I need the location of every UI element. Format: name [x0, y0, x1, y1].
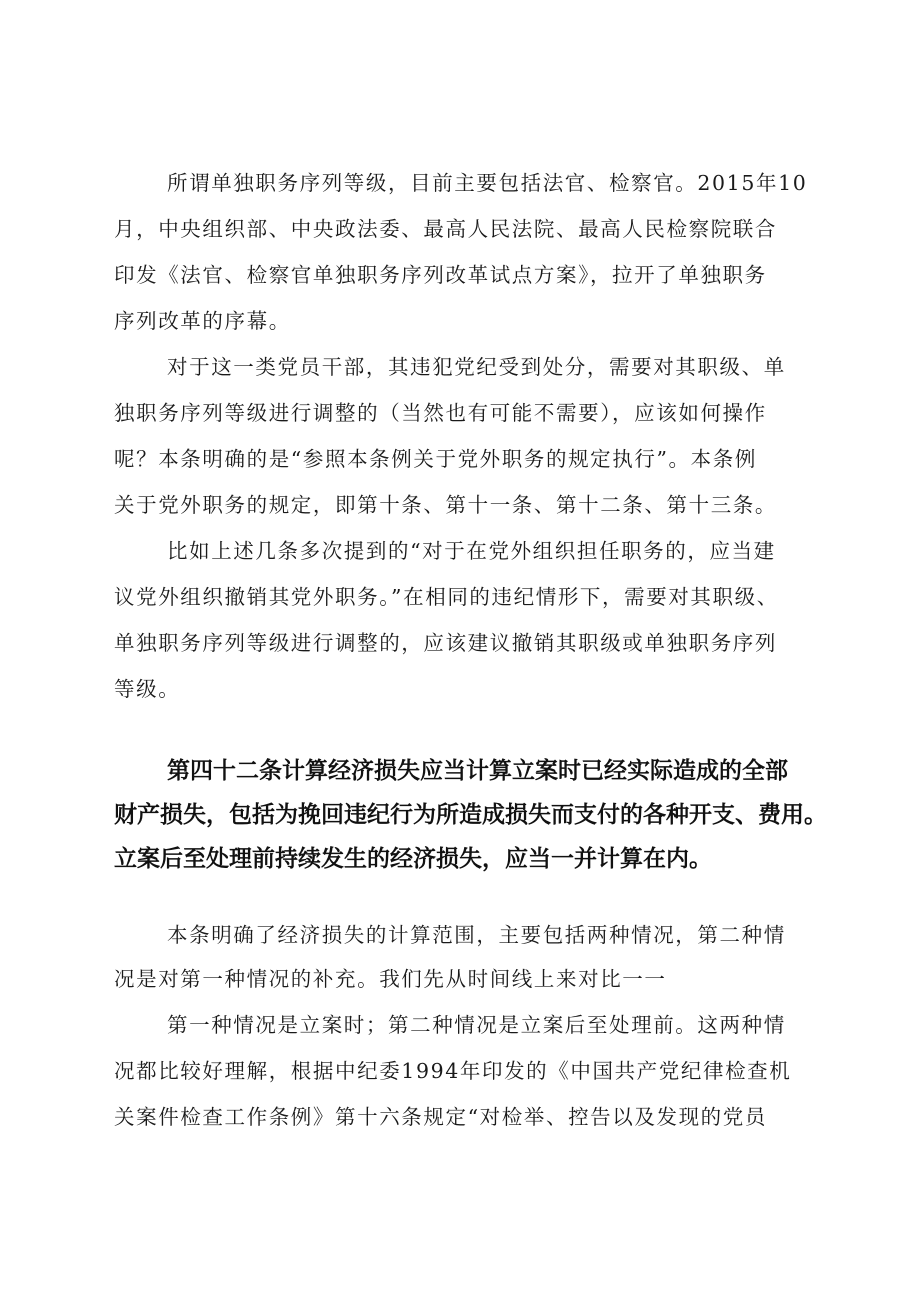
paragraph-line: 关于党外职务的规定，即第十条、第十一条、第十二条、第十三条。 — [114, 493, 777, 517]
article-heading-line: 立案后至处理前持续发生的经济损失，应当一并计算在内。 — [114, 846, 712, 872]
paragraph-line: 印发《法官、检察官单独职务序列改革试点方案》，拉开了单独职务 — [114, 263, 767, 287]
paragraph-line: 本条明确了经济损失的计算范围，主要包括两种情况，第二种情 — [167, 923, 786, 947]
paragraph-line: 等级。 — [114, 677, 181, 701]
article-heading-line: 第四十二条计算经济损失应当计算立案时已经实际造成的全部 — [167, 758, 788, 784]
paragraph-line: 议党外组织撤销其党外职务。”在相同的违纪情形下，需要对其职级、 — [114, 585, 779, 609]
paragraph-line: 况都比较好理解，根据中纪委1994年印发的《中国共产党纪律检查机 — [114, 1059, 792, 1083]
paragraph-line: 所谓单独职务序列等级，目前主要包括法官、检察官。2015年10 — [167, 171, 808, 195]
paragraph-line: 关案件检查工作条例》第十六条规定“对检举、控告以及发现的党员 — [114, 1105, 767, 1129]
paragraph-line: 月，中央组织部、中央政法委、最高人民法院、最高人民检察院联合 — [114, 217, 777, 241]
paragraph-line: 况是对第一种情况的补充。我们先从时间线上来对比一一 — [114, 967, 667, 991]
paragraph-line: 独职务序列等级进行调整的（当然也有可能不需要），应该如何操作 — [114, 401, 767, 425]
paragraph-line: 序列改革的序幕。 — [114, 309, 291, 333]
article-heading-line: 财产损失，包括为挽回违纪行为所造成损失而支付的各种开支、费用。 — [114, 802, 827, 828]
paragraph-line: 比如上述几条多次提到的“对于在党外组织担任职务的，应当建 — [167, 539, 776, 563]
paragraph-line: 对于这一类党员干部，其违犯党纪受到处分，需要对其职级、单 — [167, 355, 786, 379]
paragraph-line: 第一种情况是立案时；第二种情况是立案后至处理前。这两种情 — [167, 1013, 786, 1037]
paragraph-line: 单独职务序列等级进行调整的，应该建议撤销其职级或单独职务序列 — [114, 631, 777, 655]
paragraph-line: 呢？本条明确的是“参照本条例关于党外职务的规定执行”。本条例 — [114, 447, 757, 471]
